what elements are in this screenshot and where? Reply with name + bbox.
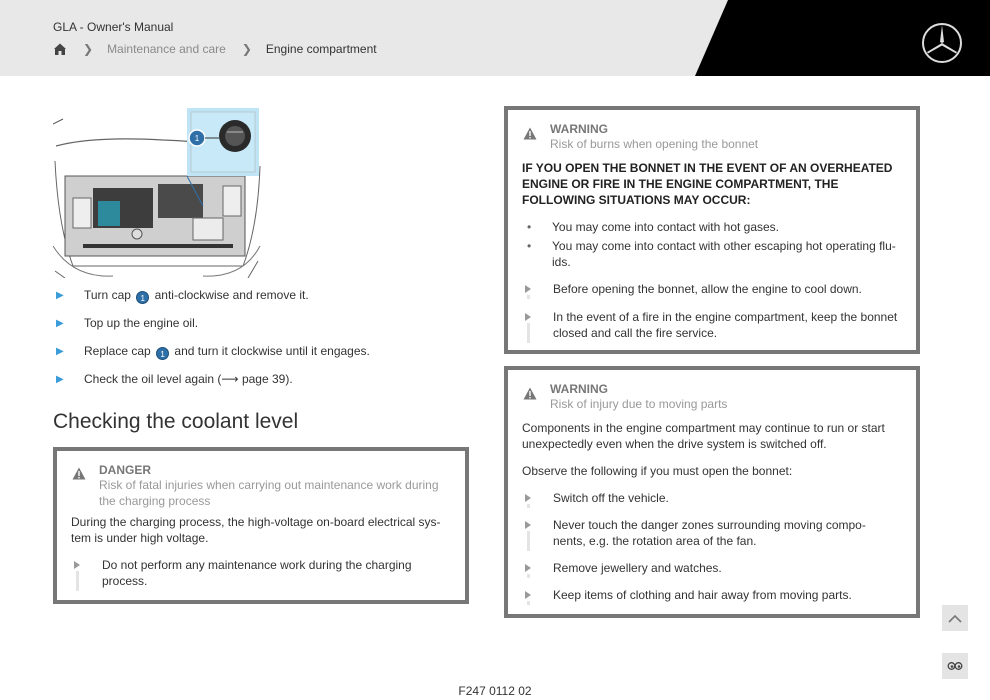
chevron-right-icon: ❯ — [241, 42, 252, 56]
step-arrow-icon — [525, 587, 533, 603]
box-subtitle: Risk of injury due to moving parts — [550, 397, 728, 411]
step-arrow-icon: ▶ — [56, 374, 64, 385]
eyes-icon — [947, 661, 963, 671]
figure-code: F247 0112 02 — [458, 684, 532, 698]
list-item — [522, 560, 898, 576]
list-item — [71, 557, 447, 589]
step-text: Before opening the bonnet, allow the engine to cool down. — [553, 282, 862, 296]
list-item: • You may come into contact with hot gases. — [522, 219, 898, 235]
list-item — [522, 490, 898, 506]
step-text: Never touch the danger zones surrounding moving compo-nents, e.g. the rotation area of the fan. — [553, 518, 866, 548]
step-text: Turn cap — [84, 288, 131, 302]
box-subtitle: Risk of fatal injuries when carrying out maintenance work during the charging process — [99, 478, 439, 508]
warning-box-moving-parts — [504, 366, 920, 618]
scroll-top-button[interactable] — [942, 605, 968, 631]
warning-triangle-icon — [523, 387, 537, 400]
box-subtitle: Risk of burns when opening the bonnet — [550, 137, 759, 151]
list-item — [522, 309, 898, 341]
breadcrumb-current: Engine compartment — [265, 42, 377, 56]
step-text: and turn it clockwise until it engages. — [174, 344, 370, 358]
step-text: In the event of a fire in the engine compartment, keep the bonnet closed and call the fire service. — [553, 310, 898, 340]
view-toggle-button[interactable] — [942, 653, 968, 679]
breadcrumb-maintenance[interactable]: Maintenance and care — [107, 42, 226, 56]
step-text: Keep items of clothing and hair away from moving parts. — [553, 588, 852, 602]
step-arrow-icon — [525, 490, 533, 506]
step-text: Top up the engine oil. — [84, 316, 199, 330]
step-arrow-icon — [74, 557, 82, 589]
box-type-label: WARNING — [550, 122, 608, 136]
chevron-right-icon: ❯ — [83, 42, 94, 56]
danger-box — [53, 447, 469, 604]
box-type-label: WARNING — [550, 382, 608, 396]
mercedes-star-logo — [921, 22, 963, 64]
warning-triangle-icon — [523, 127, 537, 140]
engine-compartment-illustration — [53, 106, 263, 278]
home-icon[interactable] — [53, 42, 67, 56]
list-item — [522, 587, 898, 603]
chevron-up-icon — [948, 614, 962, 623]
step-arrow-icon: ▶ — [56, 290, 64, 301]
box-type-label: DANGER — [99, 463, 152, 477]
warning-triangle-icon — [72, 467, 86, 480]
list-item — [522, 281, 898, 297]
list-item — [522, 517, 898, 549]
list-item — [56, 315, 456, 343]
step-text: anti-clockwise and remove it. — [154, 288, 309, 302]
oil-steps-list — [56, 287, 456, 399]
step-text: Do not perform any maintenance work during the charging process. — [102, 558, 412, 588]
step-text: Replace cap — [84, 344, 151, 358]
app-title: GLA - Owner's Manual — [53, 20, 174, 34]
box-text: Observe the following if you must open the bonnet: — [522, 464, 793, 478]
list-item — [56, 343, 456, 371]
box-text: Components in the engine compartment may continue to run or start unexpectedly even when the drive system is switched off. — [522, 421, 885, 451]
page-link[interactable]: Check the oil level again (⟶ page 39). — [84, 372, 293, 386]
section-title: Checking the coolant level — [53, 410, 299, 433]
step-arrow-icon — [525, 309, 533, 341]
step-arrow-icon — [525, 560, 533, 576]
step-arrow-icon: ▶ — [56, 346, 64, 357]
warning-caps-text: IF YOU OPEN THE BONNET IN THE EVENT OF AN OVERHEATED ENGINE OR FIRE IN THE ENGINE COMPARTMENT, THE FOLLOWING SITUATIONS MAY OCCUR: — [522, 161, 893, 207]
step-arrow-icon — [525, 517, 533, 549]
list-item — [56, 371, 456, 399]
step-text: Remove jewellery and watches. — [553, 561, 722, 575]
step-text: Switch off the vehicle. — [553, 491, 669, 505]
svg-text:1: 1 — [194, 134, 200, 143]
step-arrow-icon — [525, 281, 533, 297]
box-text: During the charging process, the high-voltage on-board electrical sys-tem is under high voltage. — [71, 515, 441, 545]
list-item: • You may come into contact with other escaping hot operating flu-ids. — [522, 238, 898, 270]
callout-badge: 1 — [156, 347, 169, 360]
bullet-list — [522, 219, 898, 270]
step-arrow-icon: ▶ — [56, 318, 64, 329]
list-item — [56, 287, 456, 315]
warning-box-burns — [504, 106, 920, 354]
breadcrumb — [53, 42, 377, 56]
callout-badge: 1 — [136, 291, 149, 304]
